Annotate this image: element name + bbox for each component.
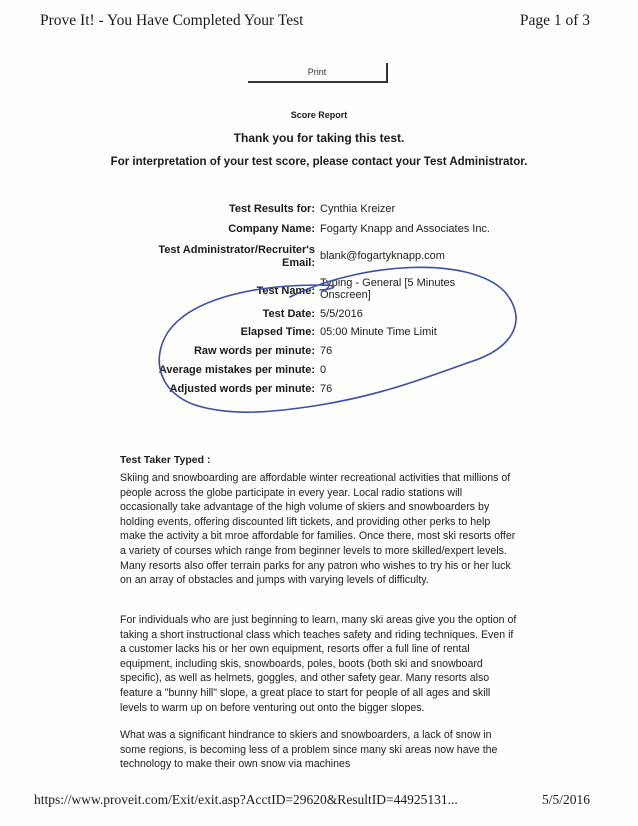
page-header-title: Prove It! - You Have Completed Your Test — [40, 12, 304, 29]
label-admin-email: Test Administrator/Recruiter's — [158, 244, 315, 256]
typed-paragraph-2: For individuals who are just beginning to learn, many ski areas give you the option of taking a short instructional class which teaches safety and riding techniques. Even if a customer lacks his or her own equipment, resorts offer a full line of rental equipment, including skis, snowboards, poles, boots (both ski and snowboard specific), as well as helmets, goggles, and other safety gear. Many resorts also feature a "bunny hill" slope, a great place to start for people of all ages and skill levels to warm up on before venturing out onto the bigger slopes. — [120, 614, 517, 714]
label-avg-mistakes: Average mistakes per minute: — [158, 364, 315, 376]
typed-paragraph-1: Skiing and snowboarding are affordable winter recreational activities that millions of people across the globe participate in every year. Local radio stations will occasionally take advantage of the high volume of skiers and snowboarders by holding events, offering discounted lift tickets, and providing other perks to help make the activity a bit mroe affordable for families. Once there, most ski resorts offer a variety of courses which range from beginner levels to more skilled/expert levels. Many resorts also offer terrain parks for any patron who wishes to try his or her luck on an array of obstacles and jumps with varying levels of difficulty. — [120, 472, 516, 587]
label-test-name: Test Name: — [256, 285, 315, 297]
value-raw-wpm: 76 — [320, 345, 333, 357]
score-report-heading: Score Report — [290, 110, 348, 120]
label-admin-email-2: Email: — [281, 257, 315, 269]
value-adjusted-wpm: 76 — [320, 383, 333, 395]
value-test-name: Typing - General [5 Minutes — [320, 277, 456, 289]
label-adjusted-wpm: Adjusted words per minute: — [169, 383, 315, 395]
typed-section-title: Test Taker Typed : — [120, 454, 211, 466]
value-company-name: Fogarty Knapp and Associates Inc. — [320, 223, 490, 235]
value-admin-email: blank@fogartyknapp.com — [320, 250, 445, 262]
label-elapsed-time: Elapsed Time: — [240, 326, 315, 338]
value-avg-mistakes: 0 — [320, 364, 327, 376]
thank-you-message: Thank you for taking this test. — [233, 131, 405, 145]
page-number: Page 1 of 3 — [519, 12, 590, 29]
label-test-date: Test Date: — [262, 308, 315, 320]
value-test-date: 5/5/2016 — [320, 308, 363, 320]
label-company-name: Company Name: — [228, 223, 315, 235]
label-test-results-for: Test Results for: — [229, 203, 315, 215]
typed-paragraph-3: What was a significant hindrance to skiers and snowboarders, a lack of snow in some regions, is becoming less of a problem since many ski areas now have the technology to make their own snow via machines — [120, 729, 498, 771]
footer-date: 5/5/2016 — [541, 792, 590, 807]
label-raw-wpm: Raw words per minute: — [193, 345, 315, 357]
value-elapsed-time: 05:00 Minute Time Limit — [320, 326, 437, 338]
footer-url: https://www.proveit.com/Exit/exit.asp?AcctID=29620&ResultID=44925131... — [34, 792, 458, 807]
value-test-name-2: Onscreen] — [320, 289, 371, 301]
interpretation-note: For interpretation of your test score, please contact your Test Administrator. — [110, 156, 528, 168]
value-test-taker: Cynthia Kreizer — [320, 203, 396, 215]
print-button[interactable]: Print — [248, 63, 388, 83]
